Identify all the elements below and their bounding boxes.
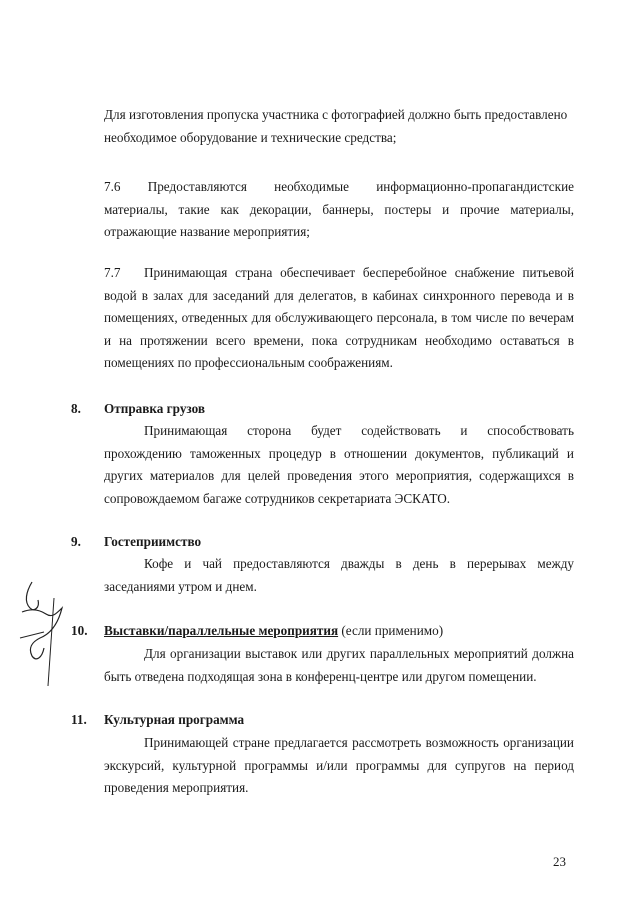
section-number: 11. [71, 712, 87, 727]
section-7-6-first-line [104, 176, 574, 199]
word: сторона [247, 423, 292, 438]
paragraph-line: материалы, такие как декорации, баннеры, постеры и прочие материалы, [104, 201, 574, 217]
paragraph-line: отражающие название мероприятия; [104, 224, 310, 239]
section-9-title: Гостеприимство [104, 534, 202, 549]
section-number: 7.7 [104, 265, 121, 280]
paragraph-line: Принимающая страна обеспечивает бесперебойное снабжение питьевой [144, 265, 574, 280]
section-8-first-line [104, 420, 574, 443]
section-8-body [104, 420, 574, 510]
section-10-note: (если применимо) [338, 623, 444, 638]
section-7-6 [104, 176, 574, 244]
section-number: 8. [71, 401, 81, 416]
section-number: 10. [71, 623, 88, 638]
section-number: 9. [71, 534, 81, 549]
section-10-title-text: Выставки/параллельные мероприятия [104, 623, 339, 638]
word: будет [311, 423, 342, 438]
word: Принимающая [144, 423, 228, 438]
section-7-7 [104, 262, 574, 375]
handwritten-signature [18, 578, 72, 688]
word: и [460, 423, 468, 438]
section-10-body: Для организации выставок или других параллельных мероприятий должна быть отведена подходящая зона в конференц-центре или другом помещении. [104, 646, 574, 684]
paragraph-text: прохождению таможенных процедур в отношении документов, публикаций и других материалов для целей проведения этого мероприятия, содержащихся в сопровождаемом багаже сотрудников секретариата ЭСКАТО. [104, 445, 574, 506]
word: содействовать [361, 423, 441, 438]
section-10-title [104, 620, 443, 643]
word: способствовать [487, 423, 574, 438]
section-number: 7.6 [104, 179, 121, 194]
section-11-title: Культурная программа [104, 712, 245, 727]
section-7-7-first-line [104, 262, 574, 285]
section-11-body: Принимающей стране предлагается рассмотреть возможность организации экскурсий, культурной программы и/или программы для супругов на период проведения мероприятия. [104, 735, 574, 795]
paragraph-photo-pass [104, 104, 574, 149]
page-number: 23 [553, 854, 566, 869]
word: Предоставляются [147, 179, 247, 194]
word: необходимые [274, 179, 350, 194]
section-9-body: Кофе и чай предоставляются дважды в день в перерывах между заседаниями утром и днем. [104, 556, 574, 594]
section-8-title: Отправка грузов [104, 401, 206, 416]
word: информационно-пропагандистские [376, 179, 574, 194]
paragraph-text: водой в залах для заседаний для делегатов, в кабинах синхронного перевода и в помещениях, отведенных для обслуживающего персонала, в том числе по вечерам и на протяжении всего времени, пока сотрудникам необходимо оставаться в помещениях по профессиональным соображениям. [104, 287, 574, 370]
paragraph-line: необходимое оборудование и технические средства; [104, 129, 397, 145]
paragraph-line: Для изготовления пропуска участника с фотографией должно быть предоставлено [104, 107, 568, 122]
